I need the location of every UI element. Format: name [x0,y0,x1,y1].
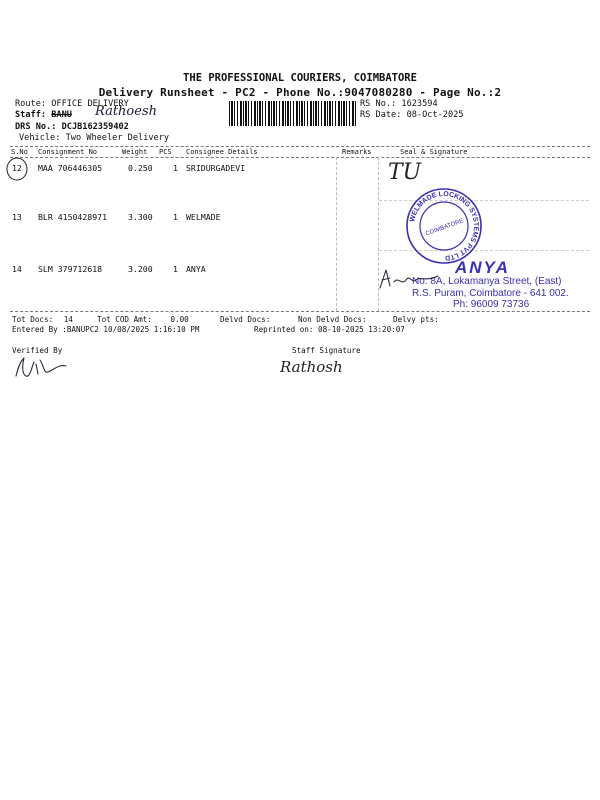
col-sno: S.No [11,148,28,156]
anya-stamp-line3: Ph: 96009 73736 [453,299,530,310]
delvy-pts-label: Delvy pts: [393,315,439,324]
rs-date-value: 08-Oct-2025 [406,110,464,120]
row-weight: 0.250 [128,163,153,173]
row-consignment: SLM 379712618 [38,264,103,274]
anya-stamp-line1: No: 8A, Lokamanya Street, (East) [412,276,562,287]
tot-docs-label: Tot Docs: [12,315,54,324]
route-label: Route: [15,99,47,109]
col-pcs: PCS [159,148,172,156]
tot-docs [12,315,73,324]
remarks-divider [336,157,337,311]
rs-no-line [360,99,438,110]
table-top-rule [10,146,590,147]
runsheet-title: Delivery Runsheet - PC2 - Phone No.:9047080280 - Page No.:2 [98,86,502,99]
row-pcs: 1 [173,212,178,222]
drs-line [15,122,129,133]
row-pcs: 1 [173,264,178,274]
rs-no-label: RS No.: [360,99,397,109]
welmade-stamp [404,186,484,266]
row-sno: 13 [12,212,22,222]
welmade-stamp-ring-text: WELMADE LOCKING SYSTEMS PVT LTD [409,190,480,262]
col-seal: Seal & Signature [400,148,468,156]
row-consignee: SRIDURGADEVI [186,163,246,173]
table-bottom-rule [10,311,590,312]
tot-cod-label: Tot COD Amt: [97,315,152,324]
tot-cod-value: 0.00 [170,315,189,324]
anya-stamp-line2: R.S. Puram, Coimbatore - 641 002. [412,288,569,299]
non-delvd-docs-label: Non Delvd Docs: [298,315,367,324]
row-circle-mark [5,156,29,182]
staff-signature-label: Staff Signature [292,346,361,355]
row12-signature: TU [388,160,422,185]
verified-by-signature [10,352,70,386]
col-remarks: Remarks [342,148,372,156]
company-title: THE PROFESSIONAL COURIERS, COIMBATORE [183,72,417,84]
row-pcs: 1 [173,163,178,173]
row-sno: 14 [12,264,22,274]
col-weight: Weight [122,148,148,156]
drs-label: DRS No.: [15,122,57,132]
staff-signature-handwriting: Rathosh [280,358,343,376]
col-consignee: Consignee Details [186,148,258,156]
staff-handwritten-name: Rathoesh [95,104,157,119]
vehicle-label: Vehicle: [19,133,61,143]
entered-by: Entered By :BANUPC2 10/08/2025 1:16:10 PM [12,325,200,334]
row-weight: 3.200 [128,264,153,274]
row-consignee: WELMADE [186,212,221,222]
row-consignment: MAA 706446305 [38,163,103,173]
welmade-stamp-center-text: COIMBATORE [424,218,465,238]
barcode [229,101,357,126]
reprinted-on: Reprinted on: 08-10-2025 13:20:07 [254,325,405,334]
drs-value: DCJB162359402 [61,122,129,132]
row-consignee: ANYA [186,264,206,274]
verified-by-label: Verified By [12,346,63,355]
vehicle-value: Two Wheeler Delivery [65,133,170,143]
row-sno: 12 [12,163,22,173]
row-consignment: BLR 4150428971 [38,212,108,222]
tot-docs-value: 14 [63,315,73,324]
table-header-rule [10,157,590,158]
tot-cod [97,315,189,324]
rs-date-label: RS Date: [360,110,402,120]
route-value: OFFICE DELIVERY [51,99,129,109]
rs-date-line [360,110,464,121]
delvd-docs-label: Delvd Docs: [220,315,271,324]
row-weight: 3.300 [128,212,153,222]
col-consignment: Consignment No [38,148,98,156]
staff-line [15,110,72,121]
anya-stamp-name: ANYA [455,258,510,277]
staff-value: BANU [51,110,72,120]
rs-no-value: 1623594 [401,99,438,109]
row14-signature [378,266,440,296]
vehicle-line [19,133,169,144]
staff-label: Staff: [15,110,47,120]
